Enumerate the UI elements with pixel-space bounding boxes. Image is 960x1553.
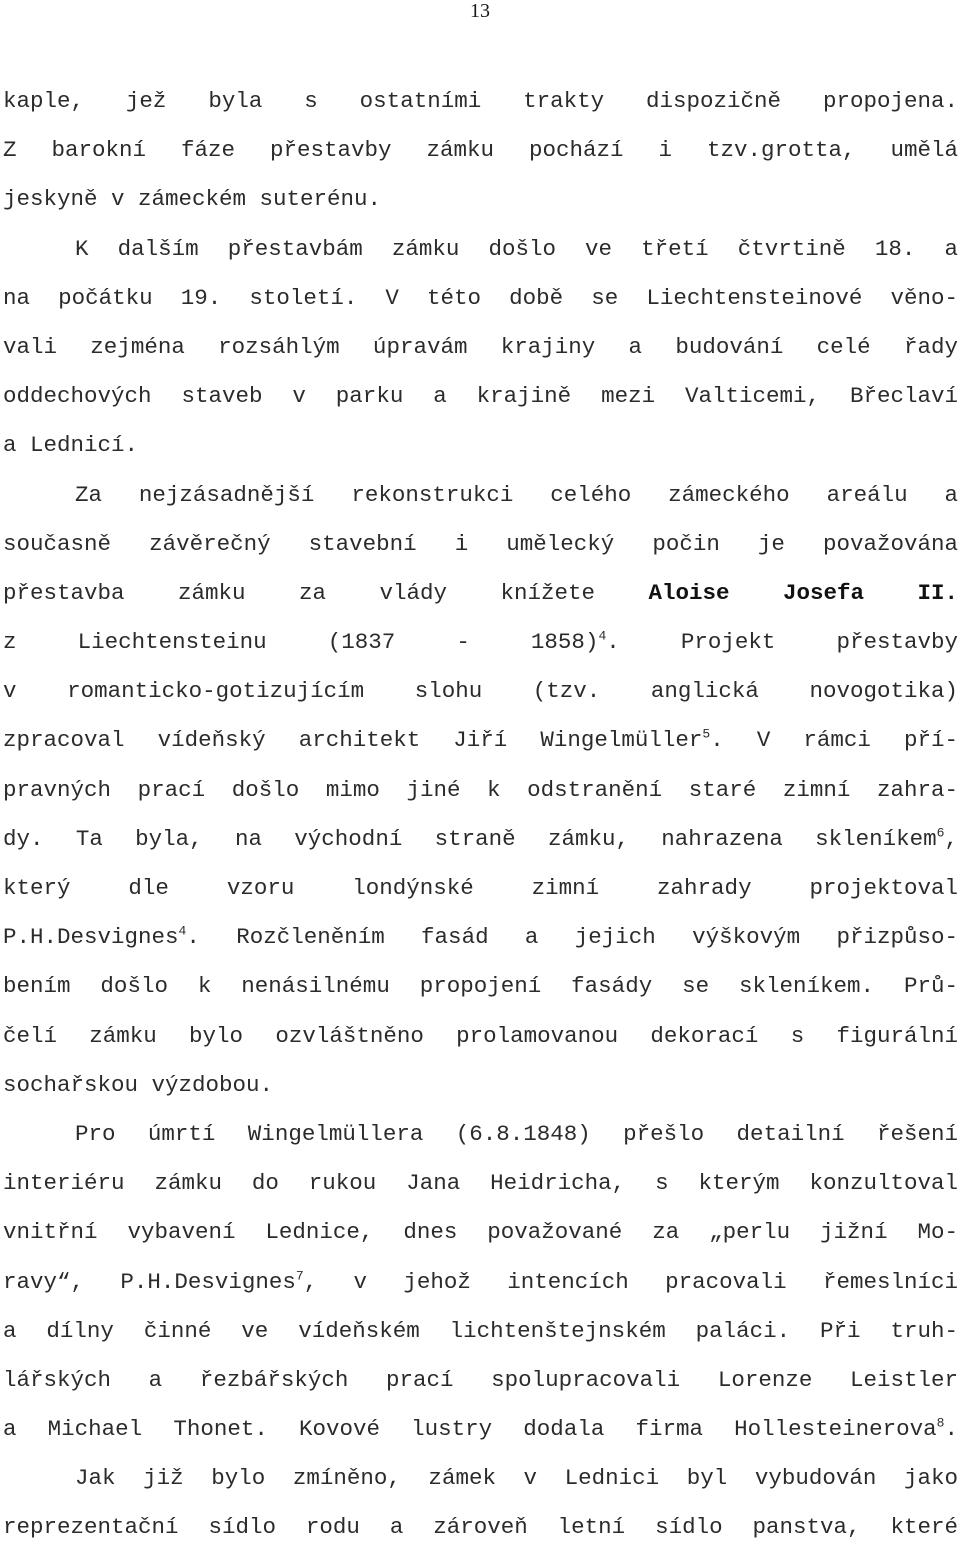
text-line: interiéru zámku do rukou Jana Heidricha, s kterým konzultoval: [3, 1170, 958, 1197]
text-line: Pro úmrtí Wingelmüllera (6.8.1848) přešlo detailní řešení: [75, 1120, 958, 1147]
footnote-ref: 5: [702, 726, 711, 742]
page-number: 13: [470, 0, 490, 22]
text-line: v romanticko-gotizujícím slohu (tzv. anglická novogotika): [3, 678, 958, 705]
text-run: zpracoval vídeňský architekt Jiří Wingelmüller: [3, 727, 703, 754]
text-run: P.H.Desvignes: [3, 924, 179, 951]
text-line: pravných prací došlo mimo jiné k odstranění staré zimní zahra-: [3, 776, 958, 803]
text-line: a dílny činné ve vídeňském lichtenštejnském paláci. Při truh-: [3, 1317, 958, 1344]
text-run: přestavba zámku za vlády knížete: [3, 579, 649, 606]
text-line: který dle vzoru londýnské zimní zahrady projektoval: [3, 875, 958, 901]
text-run: . Projekt přestavby: [606, 629, 958, 656]
text-line: [3, 716, 958, 765]
text-run: , v jehož intencích pracovali řemeslníci: [303, 1268, 958, 1295]
text-run: .: [944, 1416, 958, 1443]
text-line: bením došlo k nenásilnému propojení fasády se skleníkem. Prů-: [3, 973, 958, 1000]
text-line: [3, 1258, 958, 1307]
text-line: oddechových staveb v parku a krajině mezi Valticemi, Břeclaví: [3, 383, 958, 410]
text-line: [3, 1405, 958, 1454]
text-line: reprezentační sídlo rodu a zároveň letní sídlo panstva, které: [3, 1514, 958, 1541]
text-line: sochařskou výzdobou.: [3, 1071, 274, 1098]
footnote-ref: 6: [936, 825, 945, 841]
footnote-ref: 8: [936, 1415, 945, 1431]
footnote-ref: 4: [598, 628, 607, 644]
text-line: [3, 569, 958, 618]
text-line: vnitřní vybavení Lednice, dnes považované za „perlu jižní Mo-: [3, 1219, 958, 1246]
text-line: čelí zámku bylo ozvláštněno prolamovanou dekorací s figurální: [3, 1022, 958, 1049]
text-line: [3, 913, 958, 962]
text-line: [3, 618, 958, 667]
text-line: lářských a řezbářských prací spolupracovali Lorenze Leistler: [3, 1366, 958, 1393]
body-text: [3, 77, 958, 1553]
footnote-ref: 4: [178, 923, 187, 939]
text-run: . Rozčleněním fasád a jejich výškovým přizpůso-: [186, 924, 958, 951]
text-run: a Michael Thonet. Kovové lustry dodala firma Hollesteinerova: [3, 1416, 937, 1443]
text-run: ,: [944, 825, 958, 852]
text-line: současně závěrečný stavební i umělecký počin je považována: [3, 530, 958, 557]
text-line: jeskyně v zámeckém suterénu.: [3, 186, 382, 213]
text-run: z Liechtensteinu (1837 - 1858): [3, 629, 599, 656]
text-line: Z barokní fáze přestavby zámku pochází i tzv.grotta, umělá: [3, 137, 958, 164]
text-line: Jak již bylo zmíněno, zámek v Lednici byl vybudován jako: [75, 1465, 958, 1492]
text-run: dy. Ta byla, na východní straně zámku, nahrazena skleníkem: [3, 825, 937, 852]
text-line: a Lednicí.: [3, 432, 139, 459]
text-line: na počátku 19. století. V této době se Liechtensteinové věno-: [3, 284, 958, 311]
text-line: vali zejména rozsáhlým úpravám krajiny a budování celé řady: [3, 333, 958, 360]
text-line: K dalším přestavbám zámku došlo ve třetí čtvrtině 18. a: [75, 235, 958, 262]
text-line: [3, 815, 958, 864]
text-line: kaple, jež byla s ostatními trakty dispozičně propojena.: [3, 88, 958, 114]
text-run: . V rámci pří-: [710, 727, 958, 754]
text-line: Za nejzásadnější rekonstrukci celého zámeckého areálu a: [75, 481, 958, 508]
text-run: ravy“, P.H.Desvignes: [3, 1268, 296, 1295]
name-bold: Aloise Josefa II.: [648, 579, 958, 606]
footnote-ref: 7: [295, 1268, 304, 1283]
